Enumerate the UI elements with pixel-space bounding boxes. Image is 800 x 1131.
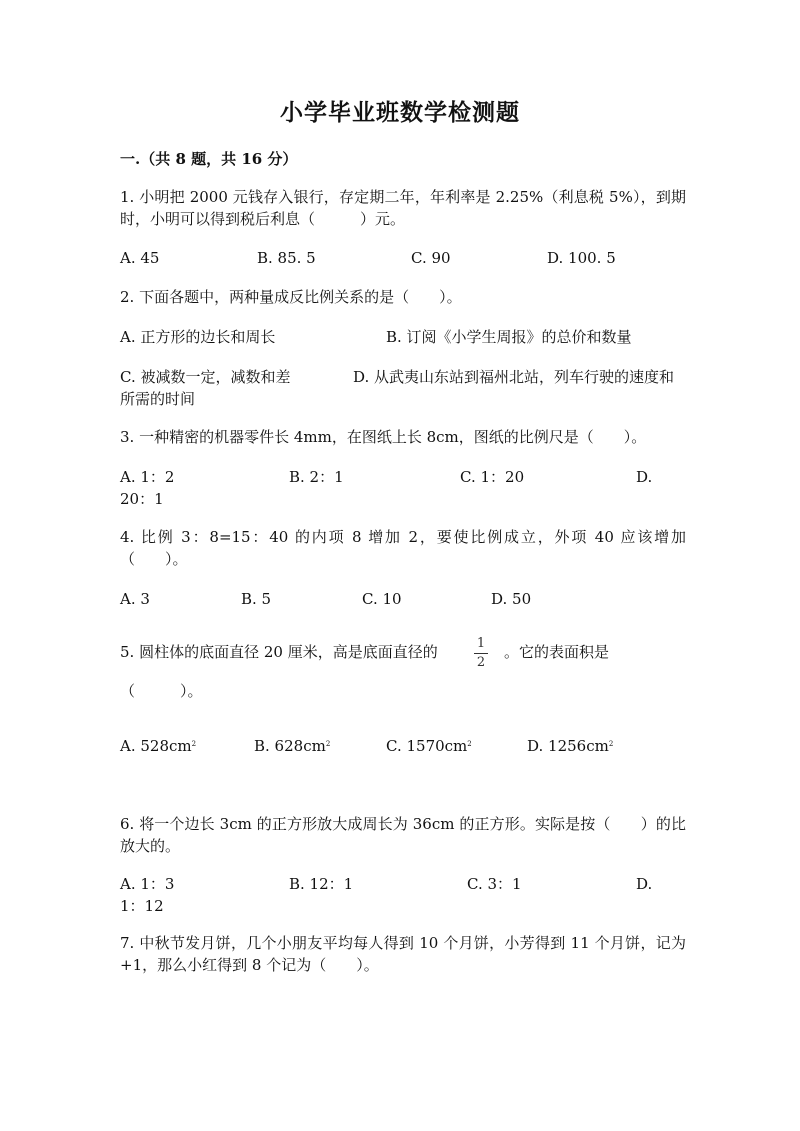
question-3-option-a: A. 1：2 bbox=[120, 468, 175, 486]
fraction-denominator: 2 bbox=[476, 655, 486, 670]
question-2-stem: 2. 下面各题中，两种量成反比例关系的是（ ）。 bbox=[120, 288, 462, 306]
question-6-option-b: B. 12：1 bbox=[289, 875, 354, 893]
unit-superscript: 2 bbox=[191, 740, 197, 748]
question-6-stem: 6. 将一个边长 3cm 的正方形放大成周长为 36cm 的正方形。实际是按（ ）的比放大的。 bbox=[120, 815, 686, 855]
question-3-stem: 3. 一种精密的机器零件长 4mm，在图纸上长 8cm，图纸的比例尺是（ ）。 bbox=[120, 428, 647, 446]
question-3-option-c: C. 1：20 bbox=[460, 468, 525, 486]
question-1-option-b: B. 85. 5 bbox=[257, 249, 316, 267]
page-title: 小学毕业班数学检测题 bbox=[280, 99, 520, 126]
fraction-bar bbox=[474, 653, 488, 654]
fraction-one-half bbox=[471, 637, 491, 670]
question-5-option-c bbox=[386, 735, 472, 757]
question-4-option-b: B. 5 bbox=[241, 590, 272, 608]
option-text: C. 1570cm bbox=[386, 737, 468, 755]
question-6-option-d: D. 1：12 bbox=[120, 875, 653, 915]
question-2-option-b: B. 订阅《小学生周报》的总价和数量 bbox=[386, 328, 632, 346]
question-5-blank: （ ）。 bbox=[120, 682, 203, 700]
question-5-option-b bbox=[254, 735, 330, 757]
question-3-option-d: D. 20：1 bbox=[120, 468, 653, 508]
question-1-stem: 1. 小明把 2000 元钱存入银行，存定期二年，年利率是 2.25%（利息税 5%），到期时，小明可以得到税后利息（ ）元。 bbox=[120, 188, 686, 228]
question-7-stem: 7. 中秋节发月饼，几个小朋友平均每人得到 10 个月饼，小芳得到 11 个月饼，记为+1，那么小红得到 8 个记为（ ）。 bbox=[120, 934, 686, 974]
question-1-option-c: C. 90 bbox=[411, 249, 451, 267]
question-6-option-c: C. 3：1 bbox=[467, 875, 522, 893]
question-2-option-d: D. 从武夷山东站到福州北站，列车行驶的速度和所需的时间 bbox=[120, 368, 675, 408]
question-5-stem-end: 。它的表面积是 bbox=[504, 643, 610, 661]
question-2-option-c: C. 被减数一定，减数和差 bbox=[120, 368, 291, 386]
question-2-option-a: A. 正方形的边长和周长 bbox=[120, 328, 276, 346]
question-1-option-a: A. 45 bbox=[120, 249, 160, 267]
question-4-option-a: A. 3 bbox=[120, 590, 150, 608]
unit-superscript: 2 bbox=[608, 740, 614, 748]
option-text: B. 628cm bbox=[254, 737, 326, 755]
section-heading: 一.（共 8 题，共 16 分） bbox=[120, 150, 298, 168]
question-3-option-b: B. 2：1 bbox=[289, 468, 344, 486]
question-5-option-d bbox=[527, 735, 613, 757]
question-5-stem-start: 5. 圆柱体的底面直径 20 厘米，高是底面直径的 bbox=[120, 643, 438, 661]
question-5-option-a bbox=[120, 735, 196, 757]
unit-superscript: 2 bbox=[325, 740, 331, 748]
unit-superscript: 2 bbox=[467, 740, 472, 748]
question-6-option-a: A. 1：3 bbox=[120, 875, 175, 893]
question-4-option-c: C. 10 bbox=[362, 590, 402, 608]
question-4-option-d: D. 50 bbox=[491, 590, 532, 608]
option-text: D. 1256cm bbox=[527, 737, 609, 755]
question-1-option-d: D. 100. 5 bbox=[547, 249, 616, 267]
question-4-stem: 4. 比例 3：8=15：40 的内项 8 增加 2，要使比例成立，外项 40 应该增加（ ）。 bbox=[120, 528, 686, 568]
option-text: A. 528cm bbox=[120, 737, 192, 755]
fraction-numerator: 1 bbox=[476, 636, 486, 651]
